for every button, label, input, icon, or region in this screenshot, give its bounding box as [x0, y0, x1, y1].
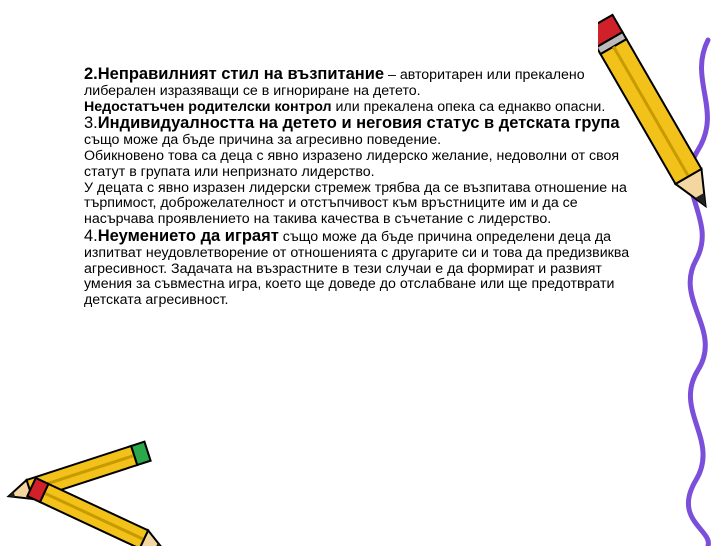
- slide-body: [84, 66, 644, 309]
- p6-rest: също може да бъде причина определени деца да изпитват неудовлетворение от отношенията с другарите си и това да предизвиква агресивност. Задачата на възрастните в тези случаи е да формират и развият умения за съвместна игра, което ще доведе до отслабване или ще предотврати детската агресивност.: [84, 228, 630, 309]
- p1-rest: – авторитарен или прекалено либерален изразяващи се в игнориране на детето.: [84, 67, 585, 99]
- p6-title: Неумението да играят: [97, 226, 279, 245]
- pencils-icon: [0, 432, 170, 546]
- paragraph-5: У децата с явно изразен лидерски стремеж трябва да се възпитава отношение на търпимост, доброжелателност и отстъпчивост към връстниците им и да се насърчава проявлението на такива качества в съчетание с лидерство.: [84, 179, 627, 228]
- p3-num: 3.: [84, 114, 98, 133]
- p2-rest: или прекалена опека са еднакво опасни.: [331, 98, 606, 115]
- p6-num: 4.: [84, 226, 98, 245]
- paragraph-2: [84, 100, 644, 116]
- paragraph-6: [84, 228, 644, 309]
- p2-title: Недостатъчен родителски контрол: [84, 98, 332, 115]
- p3-rest: също може да бъде причина за агресивно поведение.: [84, 132, 442, 149]
- paragraph-1: [84, 66, 644, 100]
- p3-title: Индивидуалността на детето и неговия статус в детската група: [97, 114, 620, 133]
- paragraph-3: [84, 115, 644, 149]
- paragraph-4: Обикновено това са деца с явно изразено лидерско желание, недоволни от своя статут в групата или непризнато лидерство.: [84, 147, 620, 180]
- p1-title: Неправилният стил на възпитание: [97, 65, 385, 83]
- p1-num: 2.: [84, 65, 98, 83]
